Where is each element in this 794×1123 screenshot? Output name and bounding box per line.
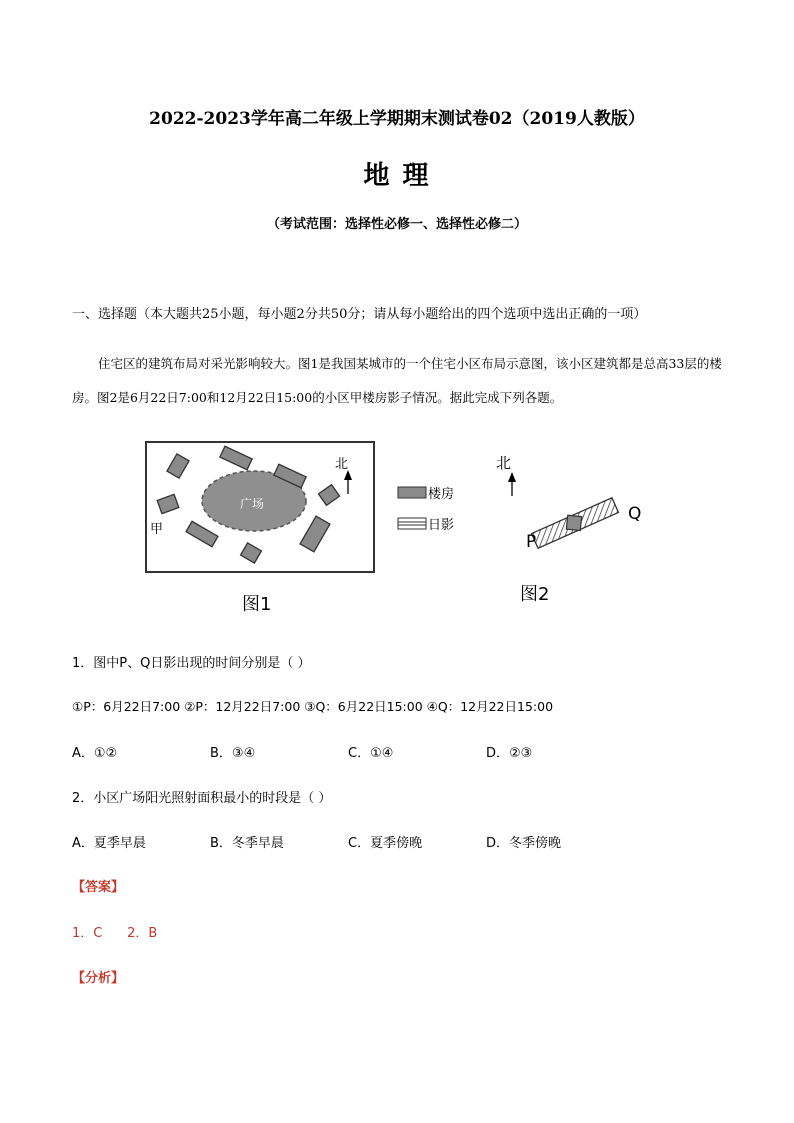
legend-shadow-label: 日影: [428, 518, 455, 533]
exam-scope: （考试范围：选择性必修一、选择性必修二）: [266, 217, 527, 232]
subject-title: 地 理: [363, 161, 431, 191]
question-2-option-c[interactable]: C．夏季傍晚: [348, 836, 423, 851]
building-jia: [566, 515, 581, 530]
question-1-statements: ①P：6月22日7:00 ②P：12月22日7:00 ③Q：6月22日15:00 ④Q：12月22日15:00: [72, 699, 554, 714]
point-q-label: Q: [628, 504, 642, 524]
answer-heading: 【答案】: [72, 880, 125, 895]
question-2-stem: 2．小区广场阳光照射面积最小的时段是（ ）: [72, 791, 332, 806]
north-label: 北: [496, 454, 512, 472]
figure-1-caption: 图1: [242, 594, 272, 615]
figure-1: [140, 436, 480, 621]
point-p-label: P: [526, 532, 537, 552]
building-jia-label: 甲: [150, 522, 164, 537]
legend-building-label: 楼房: [428, 487, 455, 502]
question-1-option-b[interactable]: B．③④: [210, 746, 256, 761]
exam-title: 2022-2023学年高二年级上学期期末测试卷02（2019人教版）: [149, 109, 645, 129]
legend-building-swatch: [398, 487, 426, 498]
answer-line: 1．C 2．B: [72, 926, 158, 941]
question-1-stem: 1．图中P、Q日影出现的时间分别是（ ）: [72, 656, 311, 671]
question-intro: 住宅区的建筑布局对采光影响较大。图1是我国某城市的一个住宅小区布局示意图，该小区建筑都是总高33层的楼房。图2是6月22日7:00和12月22日15:00的小区甲楼房影子情况。据此完成下列各题。: [72, 356, 722, 405]
analysis-heading: 【分析】: [72, 971, 125, 986]
question-2-option-d[interactable]: D．冬季傍晚: [486, 836, 562, 851]
figure-2-caption: 图2: [520, 584, 550, 605]
question-1-option-c[interactable]: C．①④: [348, 746, 394, 761]
square-label: 广场: [240, 497, 265, 511]
question-2-option-a[interactable]: A．夏季早晨: [72, 836, 146, 851]
question-2-option-b[interactable]: B．冬季早晨: [210, 836, 284, 851]
north-arrow-head: [508, 472, 516, 482]
question-1-option-a[interactable]: A．①②: [72, 746, 118, 761]
legend-shadow-swatch: [398, 518, 426, 529]
figure-2: [490, 444, 670, 614]
north-label: 北: [335, 457, 349, 472]
question-1-option-d[interactable]: D．②③: [486, 746, 533, 761]
section-heading: 一、选择题（本大题共25小题，每小题2分共50分；请从每小题给出的四个选项中选出正确的一项）: [72, 307, 647, 322]
